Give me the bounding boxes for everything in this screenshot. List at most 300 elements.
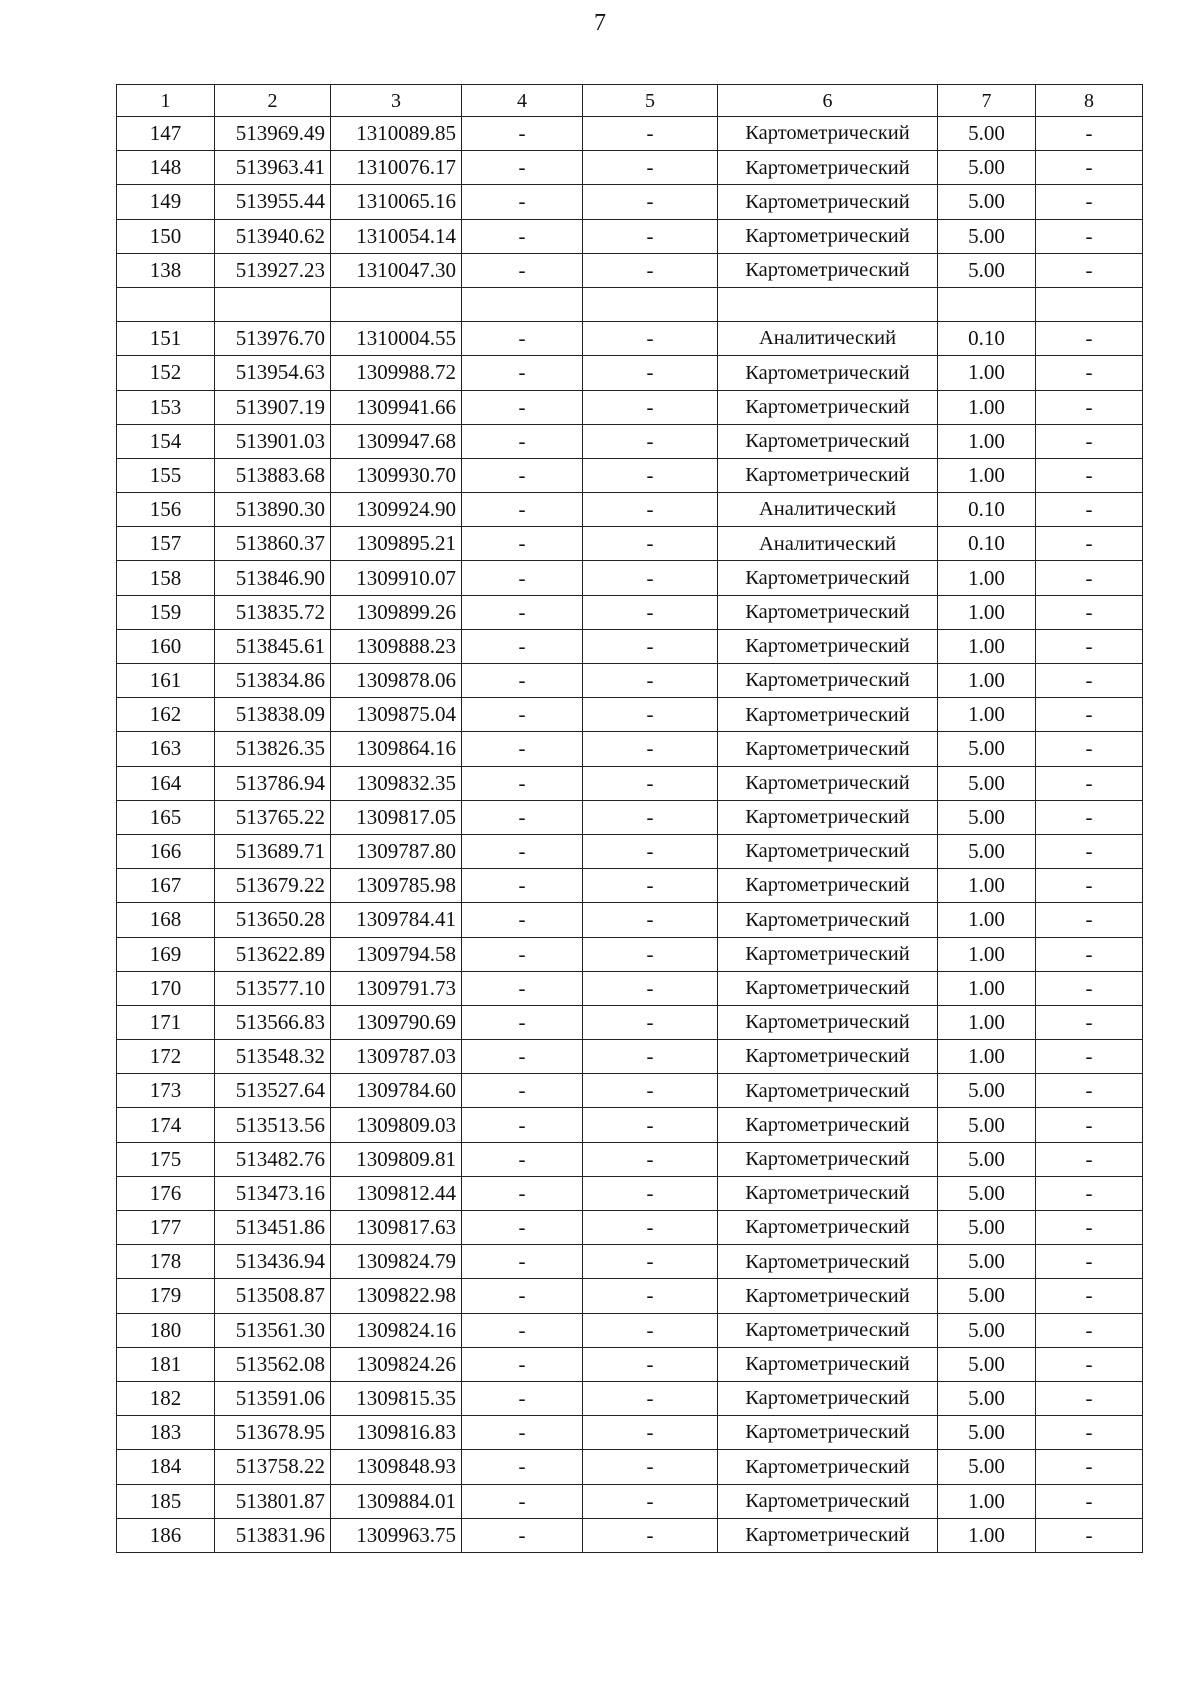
point-number-cell: 182: [117, 1381, 215, 1415]
accuracy-cell: 5.00: [938, 800, 1036, 834]
x-coordinate-cell: 513508.87: [215, 1279, 331, 1313]
y-coordinate-cell: 1309824.26: [331, 1347, 462, 1381]
col8-cell: -: [1036, 151, 1143, 185]
col4-cell: -: [462, 1176, 583, 1210]
x-coordinate-cell: 513591.06: [215, 1381, 331, 1415]
accuracy-cell: 1.00: [938, 1518, 1036, 1552]
method-cell: Картометрический: [718, 253, 938, 287]
col4-cell: -: [462, 834, 583, 868]
x-coordinate-cell: 513846.90: [215, 561, 331, 595]
y-coordinate-cell: 1309941.66: [331, 390, 462, 424]
col4-cell: -: [462, 117, 583, 151]
method-cell: Картометрический: [718, 971, 938, 1005]
col4-cell: -: [462, 1450, 583, 1484]
accuracy-cell: 5.00: [938, 1381, 1036, 1415]
y-coordinate-cell: 1309791.73: [331, 971, 462, 1005]
method-cell: Картометрический: [718, 458, 938, 492]
column-header: 5: [583, 85, 718, 117]
col5-cell: -: [583, 1347, 718, 1381]
col5-cell: -: [583, 1040, 718, 1074]
x-coordinate-cell: 513566.83: [215, 1005, 331, 1039]
col4-cell: -: [462, 1279, 583, 1313]
y-coordinate-cell: 1309824.79: [331, 1245, 462, 1279]
x-coordinate-cell: 513473.16: [215, 1176, 331, 1210]
col8-cell: -: [1036, 1074, 1143, 1108]
col8-cell: -: [1036, 971, 1143, 1005]
method-cell: Картометрический: [718, 1347, 938, 1381]
table-row: [117, 219, 1143, 253]
col8-cell: -: [1036, 322, 1143, 356]
x-coordinate-cell: 513561.30: [215, 1313, 331, 1347]
col5-cell: -: [583, 1450, 718, 1484]
x-coordinate-cell: 513907.19: [215, 390, 331, 424]
col4-cell: -: [462, 493, 583, 527]
column-header: 8: [1036, 85, 1143, 117]
col8-cell: -: [1036, 253, 1143, 287]
col8-cell: -: [1036, 800, 1143, 834]
point-number-cell: 181: [117, 1347, 215, 1381]
col4-cell: -: [462, 322, 583, 356]
table-row: [117, 253, 1143, 287]
x-coordinate-cell: 513860.37: [215, 527, 331, 561]
y-coordinate-cell: 1309878.06: [331, 664, 462, 698]
y-coordinate-cell: 1309888.23: [331, 629, 462, 663]
point-number-cell: 162: [117, 698, 215, 732]
table-row: [117, 1142, 1143, 1176]
col4-cell: -: [462, 766, 583, 800]
accuracy-cell: 0.10: [938, 322, 1036, 356]
method-cell: Картометрический: [718, 1450, 938, 1484]
col5-cell: -: [583, 766, 718, 800]
col5-cell: -: [583, 390, 718, 424]
col5-cell: -: [583, 1074, 718, 1108]
point-number-cell: 149: [117, 185, 215, 219]
col5-cell: -: [583, 1211, 718, 1245]
col4-cell: -: [462, 390, 583, 424]
y-coordinate-cell: 1309822.98: [331, 1279, 462, 1313]
table-row: [117, 971, 1143, 1005]
method-cell: Картометрический: [718, 629, 938, 663]
table-row: [117, 629, 1143, 663]
method-cell: Картометрический: [718, 219, 938, 253]
col5-cell: -: [583, 800, 718, 834]
method-cell: Картометрический: [718, 869, 938, 903]
col8-cell: -: [1036, 1142, 1143, 1176]
col8-cell: -: [1036, 1450, 1143, 1484]
table-row: [117, 287, 1143, 321]
col4-cell: -: [462, 698, 583, 732]
accuracy-cell: 5.00: [938, 1450, 1036, 1484]
col8-cell: -: [1036, 1108, 1143, 1142]
table-row: [117, 185, 1143, 219]
col8-cell: -: [1036, 1005, 1143, 1039]
method-cell: Картометрический: [718, 1484, 938, 1518]
col8-cell: -: [1036, 1245, 1143, 1279]
column-header: 7: [938, 85, 1036, 117]
x-coordinate-cell: 513436.94: [215, 1245, 331, 1279]
point-number-cell: 150: [117, 219, 215, 253]
table-row: [117, 1040, 1143, 1074]
accuracy-cell: 5.00: [938, 1416, 1036, 1450]
accuracy-cell: 1.00: [938, 390, 1036, 424]
method-cell: Аналитический: [718, 527, 938, 561]
point-number-cell: 171: [117, 1005, 215, 1039]
table-row: [117, 1245, 1143, 1279]
y-coordinate-cell: 1309787.03: [331, 1040, 462, 1074]
y-coordinate-cell: 1310004.55: [331, 322, 462, 356]
col8-cell: -: [1036, 903, 1143, 937]
col5-cell: -: [583, 424, 718, 458]
accuracy-cell: 5.00: [938, 117, 1036, 151]
col4-cell: -: [462, 1245, 583, 1279]
method-cell: Картометрический: [718, 356, 938, 390]
accuracy-cell: 5.00: [938, 219, 1036, 253]
y-coordinate-cell: 1309864.16: [331, 732, 462, 766]
table-row: [117, 1279, 1143, 1313]
point-number-cell: 156: [117, 493, 215, 527]
point-number-cell: 183: [117, 1416, 215, 1450]
point-number-cell: 176: [117, 1176, 215, 1210]
col5-cell: -: [583, 1005, 718, 1039]
table-row: [117, 698, 1143, 732]
y-coordinate-cell: 1309930.70: [331, 458, 462, 492]
method-cell: Картометрический: [718, 698, 938, 732]
point-number-cell: 155: [117, 458, 215, 492]
table-row: [117, 493, 1143, 527]
col5-cell: -: [583, 561, 718, 595]
accuracy-cell: 5.00: [938, 1142, 1036, 1176]
y-coordinate-cell: [331, 287, 462, 321]
y-coordinate-cell: 1309784.41: [331, 903, 462, 937]
point-number-cell: 147: [117, 117, 215, 151]
method-cell: Картометрический: [718, 1279, 938, 1313]
method-cell: Картометрический: [718, 903, 938, 937]
col5-cell: -: [583, 1484, 718, 1518]
accuracy-cell: 5.00: [938, 1108, 1036, 1142]
col5-cell: -: [583, 458, 718, 492]
point-number-cell: 166: [117, 834, 215, 868]
point-number-cell: 164: [117, 766, 215, 800]
y-coordinate-cell: 1309832.35: [331, 766, 462, 800]
col5-cell: -: [583, 527, 718, 561]
table-row: [117, 1176, 1143, 1210]
col4-cell: -: [462, 629, 583, 663]
accuracy-cell: 0.10: [938, 527, 1036, 561]
point-number-cell: 184: [117, 1450, 215, 1484]
x-coordinate-cell: 513834.86: [215, 664, 331, 698]
col5-cell: -: [583, 869, 718, 903]
col5-cell: -: [583, 356, 718, 390]
col4-cell: -: [462, 1005, 583, 1039]
x-coordinate-cell: 513513.56: [215, 1108, 331, 1142]
point-number-cell: 167: [117, 869, 215, 903]
col8-cell: [1036, 287, 1143, 321]
point-number-cell: 175: [117, 1142, 215, 1176]
x-coordinate-cell: 513650.28: [215, 903, 331, 937]
method-cell: Картометрический: [718, 1040, 938, 1074]
col5-cell: -: [583, 664, 718, 698]
col8-cell: -: [1036, 1040, 1143, 1074]
method-cell: Картометрический: [718, 595, 938, 629]
x-coordinate-cell: 513482.76: [215, 1142, 331, 1176]
accuracy-cell: 5.00: [938, 1313, 1036, 1347]
x-coordinate-cell: 513527.64: [215, 1074, 331, 1108]
y-coordinate-cell: 1310047.30: [331, 253, 462, 287]
method-cell: Картометрический: [718, 117, 938, 151]
x-coordinate-cell: 513901.03: [215, 424, 331, 458]
method-cell: Картометрический: [718, 1416, 938, 1450]
x-coordinate-cell: 513765.22: [215, 800, 331, 834]
table-row: [117, 732, 1143, 766]
accuracy-cell: 1.00: [938, 1484, 1036, 1518]
x-coordinate-cell: 513678.95: [215, 1416, 331, 1450]
table-row: [117, 664, 1143, 698]
y-coordinate-cell: 1310089.85: [331, 117, 462, 151]
col8-cell: -: [1036, 1484, 1143, 1518]
table-row: [117, 800, 1143, 834]
accuracy-cell: 1.00: [938, 903, 1036, 937]
col4-cell: -: [462, 732, 583, 766]
col8-cell: -: [1036, 561, 1143, 595]
col8-cell: -: [1036, 356, 1143, 390]
y-coordinate-cell: 1309824.16: [331, 1313, 462, 1347]
table-row: [117, 1005, 1143, 1039]
accuracy-cell: 1.00: [938, 424, 1036, 458]
method-cell: Картометрический: [718, 1245, 938, 1279]
y-coordinate-cell: 1309848.93: [331, 1450, 462, 1484]
x-coordinate-cell: 513883.68: [215, 458, 331, 492]
point-number-cell: 163: [117, 732, 215, 766]
accuracy-cell: 5.00: [938, 732, 1036, 766]
col8-cell: -: [1036, 1313, 1143, 1347]
col5-cell: -: [583, 595, 718, 629]
table-row: [117, 1347, 1143, 1381]
y-coordinate-cell: 1309895.21: [331, 527, 462, 561]
col5-cell: -: [583, 834, 718, 868]
x-coordinate-cell: 513679.22: [215, 869, 331, 903]
method-cell: Картометрический: [718, 766, 938, 800]
col8-cell: -: [1036, 493, 1143, 527]
col5-cell: -: [583, 903, 718, 937]
col5-cell: -: [583, 185, 718, 219]
col4-cell: -: [462, 937, 583, 971]
table-row: [117, 117, 1143, 151]
method-cell: Картометрический: [718, 937, 938, 971]
accuracy-cell: 5.00: [938, 1211, 1036, 1245]
point-number-cell: 177: [117, 1211, 215, 1245]
col4-cell: -: [462, 253, 583, 287]
col5-cell: -: [583, 219, 718, 253]
x-coordinate-cell: 513940.62: [215, 219, 331, 253]
x-coordinate-cell: 513976.70: [215, 322, 331, 356]
point-number-cell: 185: [117, 1484, 215, 1518]
col8-cell: -: [1036, 117, 1143, 151]
y-coordinate-cell: 1309809.81: [331, 1142, 462, 1176]
method-cell: Картометрический: [718, 151, 938, 185]
col4-cell: -: [462, 527, 583, 561]
x-coordinate-cell: 513835.72: [215, 595, 331, 629]
col4-cell: -: [462, 903, 583, 937]
accuracy-cell: 5.00: [938, 151, 1036, 185]
table-row: [117, 527, 1143, 561]
table-row: [117, 424, 1143, 458]
col5-cell: [583, 287, 718, 321]
col4-cell: -: [462, 1313, 583, 1347]
method-cell: Картометрический: [718, 800, 938, 834]
x-coordinate-cell: 513451.86: [215, 1211, 331, 1245]
table-row: [117, 1518, 1143, 1552]
x-coordinate-cell: 513954.63: [215, 356, 331, 390]
method-cell: Картометрический: [718, 1518, 938, 1552]
y-coordinate-cell: 1309787.80: [331, 834, 462, 868]
y-coordinate-cell: 1309817.63: [331, 1211, 462, 1245]
x-coordinate-cell: 513622.89: [215, 937, 331, 971]
table-row: [117, 1381, 1143, 1415]
x-coordinate-cell: 513758.22: [215, 1450, 331, 1484]
y-coordinate-cell: 1309924.90: [331, 493, 462, 527]
col5-cell: -: [583, 971, 718, 1005]
accuracy-cell: 1.00: [938, 1040, 1036, 1074]
table-row: [117, 390, 1143, 424]
table-row: [117, 834, 1143, 868]
y-coordinate-cell: 1309899.26: [331, 595, 462, 629]
accuracy-cell: 1.00: [938, 561, 1036, 595]
point-number-cell: 178: [117, 1245, 215, 1279]
accuracy-cell: 1.00: [938, 937, 1036, 971]
y-coordinate-cell: 1309815.35: [331, 1381, 462, 1415]
col8-cell: -: [1036, 1347, 1143, 1381]
col8-cell: -: [1036, 698, 1143, 732]
method-cell: Картометрический: [718, 561, 938, 595]
method-cell: Картометрический: [718, 185, 938, 219]
x-coordinate-cell: 513831.96: [215, 1518, 331, 1552]
point-number-cell: 152: [117, 356, 215, 390]
accuracy-cell: 5.00: [938, 1347, 1036, 1381]
accuracy-cell: 1.00: [938, 356, 1036, 390]
y-coordinate-cell: 1309816.83: [331, 1416, 462, 1450]
col4-cell: -: [462, 869, 583, 903]
table-row: [117, 937, 1143, 971]
point-number-cell: 151: [117, 322, 215, 356]
col4-cell: -: [462, 1108, 583, 1142]
column-header: 4: [462, 85, 583, 117]
method-cell: Аналитический: [718, 493, 938, 527]
column-header: 2: [215, 85, 331, 117]
col4-cell: -: [462, 1040, 583, 1074]
col4-cell: -: [462, 1074, 583, 1108]
col8-cell: -: [1036, 629, 1143, 663]
x-coordinate-cell: 513955.44: [215, 185, 331, 219]
col8-cell: -: [1036, 664, 1143, 698]
col8-cell: -: [1036, 1416, 1143, 1450]
table-row: [117, 458, 1143, 492]
x-coordinate-cell: 513801.87: [215, 1484, 331, 1518]
col4-cell: -: [462, 219, 583, 253]
point-number-cell: 158: [117, 561, 215, 595]
method-cell: Картометрический: [718, 1005, 938, 1039]
col5-cell: -: [583, 1245, 718, 1279]
col4-cell: -: [462, 1416, 583, 1450]
x-coordinate-cell: 513969.49: [215, 117, 331, 151]
col4-cell: -: [462, 1484, 583, 1518]
coordinates-table: [116, 84, 1143, 1553]
y-coordinate-cell: 1310065.16: [331, 185, 462, 219]
col4-cell: -: [462, 185, 583, 219]
y-coordinate-cell: 1309794.58: [331, 937, 462, 971]
y-coordinate-cell: 1309875.04: [331, 698, 462, 732]
accuracy-cell: 5.00: [938, 766, 1036, 800]
col4-cell: -: [462, 800, 583, 834]
col5-cell: -: [583, 1279, 718, 1313]
method-cell: [718, 287, 938, 321]
col4-cell: -: [462, 356, 583, 390]
col4-cell: -: [462, 1518, 583, 1552]
col5-cell: -: [583, 1381, 718, 1415]
x-coordinate-cell: 513963.41: [215, 151, 331, 185]
accuracy-cell: 5.00: [938, 1245, 1036, 1279]
col8-cell: -: [1036, 527, 1143, 561]
point-number-cell: 159: [117, 595, 215, 629]
point-number-cell: 160: [117, 629, 215, 663]
method-cell: Картометрический: [718, 390, 938, 424]
col4-cell: -: [462, 561, 583, 595]
col8-cell: -: [1036, 1279, 1143, 1313]
col4-cell: -: [462, 971, 583, 1005]
x-coordinate-cell: 513838.09: [215, 698, 331, 732]
table-row: [117, 561, 1143, 595]
table-row: [117, 1074, 1143, 1108]
table-row: [117, 595, 1143, 629]
method-cell: Картометрический: [718, 732, 938, 766]
accuracy-cell: 1.00: [938, 1005, 1036, 1039]
accuracy-cell: 1.00: [938, 629, 1036, 663]
col8-cell: -: [1036, 869, 1143, 903]
col4-cell: -: [462, 458, 583, 492]
col5-cell: -: [583, 937, 718, 971]
accuracy-cell: 1.00: [938, 971, 1036, 1005]
x-coordinate-cell: 513786.94: [215, 766, 331, 800]
accuracy-cell: 1.00: [938, 869, 1036, 903]
col8-cell: -: [1036, 834, 1143, 868]
table-row: [117, 151, 1143, 185]
col5-cell: -: [583, 1416, 718, 1450]
accuracy-cell: 1.00: [938, 698, 1036, 732]
col4-cell: -: [462, 1347, 583, 1381]
column-header: 6: [718, 85, 938, 117]
y-coordinate-cell: 1309812.44: [331, 1176, 462, 1210]
col5-cell: -: [583, 1108, 718, 1142]
method-cell: Аналитический: [718, 322, 938, 356]
method-cell: Картометрический: [718, 1381, 938, 1415]
table-header-row: [117, 85, 1143, 117]
col8-cell: -: [1036, 219, 1143, 253]
col5-cell: -: [583, 1142, 718, 1176]
table-row: [117, 766, 1143, 800]
col8-cell: -: [1036, 1211, 1143, 1245]
point-number-cell: 157: [117, 527, 215, 561]
method-cell: Картометрический: [718, 1176, 938, 1210]
table-row: [117, 1484, 1143, 1518]
y-coordinate-cell: 1309884.01: [331, 1484, 462, 1518]
col5-cell: -: [583, 117, 718, 151]
col4-cell: -: [462, 1211, 583, 1245]
column-header: 3: [331, 85, 462, 117]
point-number-cell: 179: [117, 1279, 215, 1313]
table-row: [117, 1313, 1143, 1347]
x-coordinate-cell: 513927.23: [215, 253, 331, 287]
col5-cell: -: [583, 698, 718, 732]
x-coordinate-cell: 513689.71: [215, 834, 331, 868]
